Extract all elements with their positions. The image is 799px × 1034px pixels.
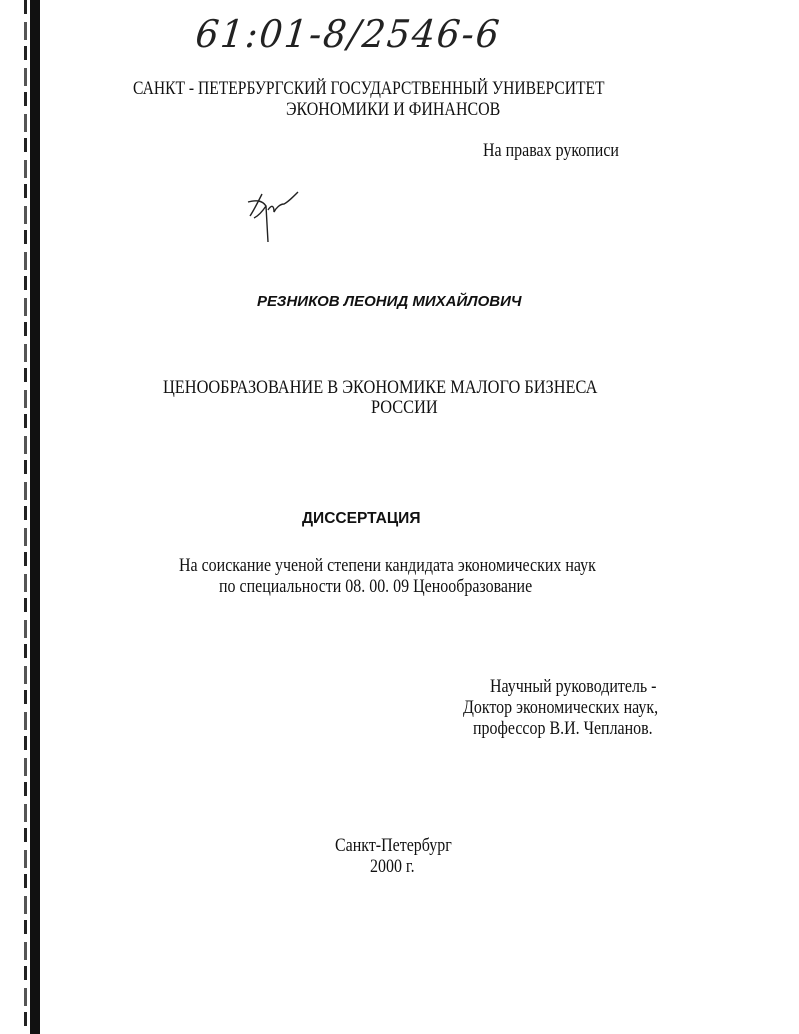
scan-binding-edge: [30, 0, 40, 1034]
supervisor-line1: Научный руководитель -: [490, 676, 657, 697]
dissertation-title-line2: РОССИИ: [371, 397, 438, 418]
document-type: ДИССЕРТАЦИЯ: [302, 510, 421, 527]
degree-line2: по специальности 08. 00. 09 Ценообразование: [219, 576, 533, 597]
university-name-line2: ЭКОНОМИКИ И ФИНАНСОВ: [286, 99, 501, 120]
author-name: РЕЗНИКОВ ЛЕОНИД МИХАЙЛОВИЧ: [257, 293, 522, 310]
handwritten-archive-code: 61:01-8/2546-6: [193, 12, 504, 56]
year: 2000 г.: [370, 856, 415, 877]
supervisor-line3: профессор В.И. Чепланов.: [473, 718, 653, 739]
dissertation-title-line1: ЦЕНООБРАЗОВАНИЕ В ЭКОНОМИКЕ МАЛОГО БИЗНЕСА: [163, 377, 598, 398]
manuscript-rights: На правах рукописи: [483, 140, 619, 161]
degree-line1: На соискание ученой степени кандидата экономических наук: [179, 555, 596, 576]
signature: [240, 182, 310, 252]
city: Санкт-Петербург: [335, 835, 452, 856]
scan-binding-shadow: [24, 0, 27, 1034]
supervisor-line2: Доктор экономических наук,: [463, 697, 659, 718]
university-name-line1: САНКТ - ПЕТЕРБУРГСКИЙ ГОСУДАРСТВЕННЫЙ УНИВЕРСИТЕТ: [133, 78, 605, 99]
